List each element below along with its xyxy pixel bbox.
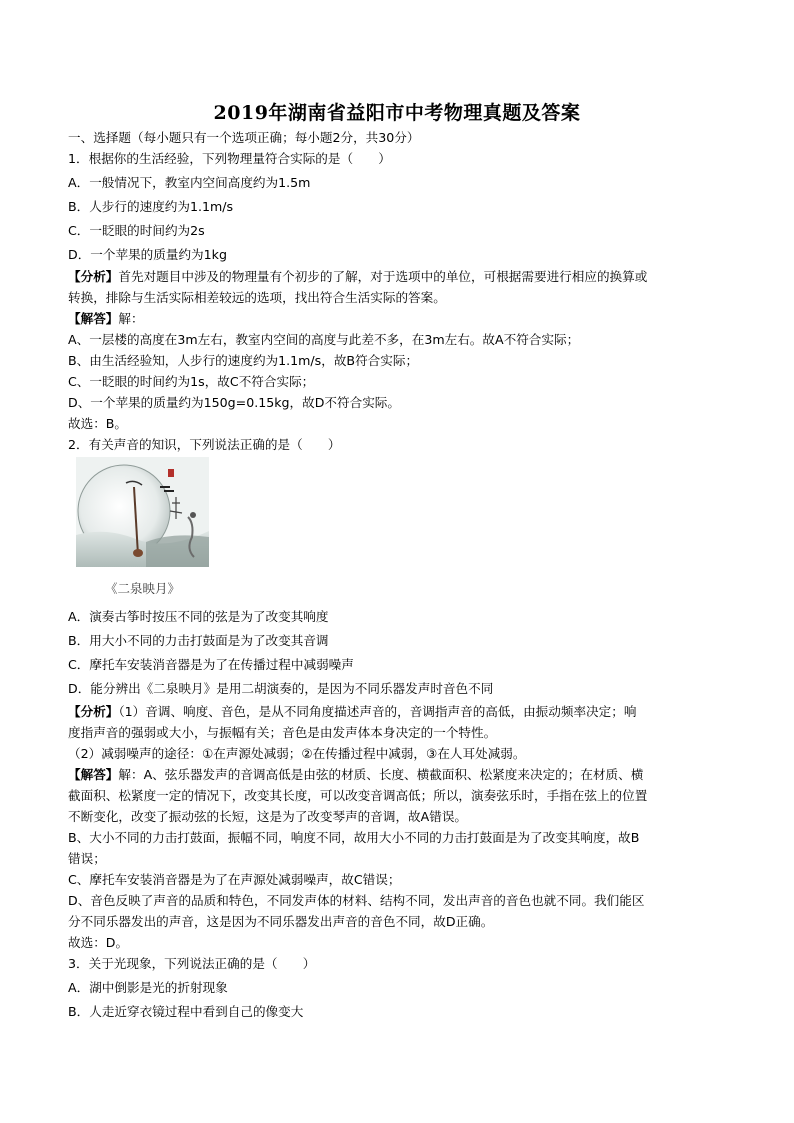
question-1-option-d: D．一个苹果的质量约为1kg: [68, 247, 227, 262]
question-1-answer-c: C、一眨眼的时间约为1s，故C不符合实际；: [68, 374, 315, 389]
question-1-option-b: B．人步行的速度约为1.1m/s: [68, 199, 234, 214]
question-2-analysis-cont: 度指声音的强弱或大小，与振幅有关；音色是由发声体本身决定的一个特性。: [68, 725, 497, 740]
question-1-analysis: [68, 269, 728, 285]
question-1-answer-b: B、由生活经验知，人步行的速度约为1.1m/s，故B符合实际；: [68, 353, 419, 368]
question-1-answer: [68, 311, 728, 327]
answer-text: 解：A、弦乐器发声的音调高低是由弦的材质、长度、横截面积、松紧度来决定的；在材质、横: [118, 767, 644, 782]
question-1-answer-a: A、一层楼的高度在3m左右，教室内空间的高度与此差不多，在3m左右。故A不符合实际；: [68, 332, 580, 347]
question-2-answer-line-4: 错误；: [68, 851, 106, 866]
question-2-analysis: [68, 704, 728, 720]
question-2-option-c: C．摩托车安装消音器是为了在传播过程中减弱噪声: [68, 657, 354, 672]
question-1-stem: 1．根据你的生活经验，下列物理量符合实际的是（ ）: [68, 151, 391, 166]
answer-label: 【解答】: [68, 311, 119, 326]
question-2-answer-line-3: B、大小不同的力击打鼓面，振幅不同，响度不同，故用大小不同的力击打鼓面是为了改变其响度，故B: [68, 830, 640, 845]
section-heading: 一、选择题（每小题只有一个选项正确；每小题2分，共30分）: [68, 130, 420, 145]
answer-text: 解：: [118, 311, 144, 326]
erhu-image: [76, 457, 209, 567]
question-1-option-c: C．一眨眼的时间约为2s: [68, 223, 205, 238]
question-1-option-a: A．一般情况下，教室内空间高度约为1.5m: [68, 175, 311, 190]
analysis-label: 【分析】: [68, 269, 119, 284]
question-2-answer-line-1: 截面积、松紧度一定的情况下，改变其长度，可以改变音调高低；所以，演奏弦乐时，手指在弦上的位置: [68, 788, 648, 803]
question-2-answer-line-2: 不断变化，改变了振动弦的长短，这是为了改变琴声的音调，故A错误。: [68, 809, 468, 824]
question-1-conclusion: 故选：B。: [68, 416, 128, 431]
answer-label: 【解答】: [68, 767, 119, 782]
question-2-stem: 2．有关声音的知识，下列说法正确的是（ ）: [68, 437, 341, 452]
question-2-answer: [68, 767, 728, 783]
question-2-answer-line-6: D、音色反映了声音的品质和特色，不同发声体的材料、结构不同，发出声音的音色也就不同。我们能区: [68, 893, 645, 908]
question-3-stem: 3．关于光现象，下列说法正确的是（ ）: [68, 956, 316, 971]
question-2-answer-line-7: 分不同乐器发出的声音，这是因为不同乐器发出声音的音色不同，故D正确。: [68, 914, 494, 929]
question-3-option-a: A．湖中倒影是光的折射现象: [68, 980, 228, 995]
analysis-label: 【分析】: [68, 704, 119, 719]
question-2-option-d: D．能分辨出《二泉映月》是用二胡演奏的，是因为不同乐器发声时音色不同: [68, 681, 494, 696]
erhu-illustration: [76, 457, 209, 567]
page-title: 2019年湖南省益阳市中考物理真题及答案: [213, 102, 581, 124]
analysis-text: 首先对题目中涉及的物理量有个初步的了解，对于选项中的单位，可根据需要进行相应的换算或: [118, 269, 648, 284]
question-1-analysis-cont: 转换，排除与生活实际相差较远的选项，找出符合生活实际的答案。: [68, 290, 446, 305]
figure-caption: 《二泉映月》: [104, 581, 180, 596]
question-2-option-b: B．用大小不同的力击打鼓面是为了改变其音调: [68, 633, 329, 648]
question-2-conclusion: 故选：D。: [68, 935, 129, 950]
question-2-analysis-2: （2）减弱噪声的途径：①在声源处减弱；②在传播过程中减弱，③在人耳处减弱。: [68, 746, 526, 761]
analysis-text: （1）音调、响度、音色，是从不同角度描述声音的，音调指声音的高低，由振动频率决定；响: [118, 704, 637, 719]
question-1-answer-d: D、一个苹果的质量约为150g=0.15kg，故D不符合实际。: [68, 395, 400, 410]
question-2-option-a: A．演奏古筝时按压不同的弦是为了改变其响度: [68, 609, 329, 624]
question-3-option-b: B．人走近穿衣镜过程中看到自己的像变大: [68, 1004, 304, 1019]
question-2-answer-line-5: C、摩托车安装消音器是为了在声源处减弱噪声，故C错误；: [68, 872, 401, 887]
